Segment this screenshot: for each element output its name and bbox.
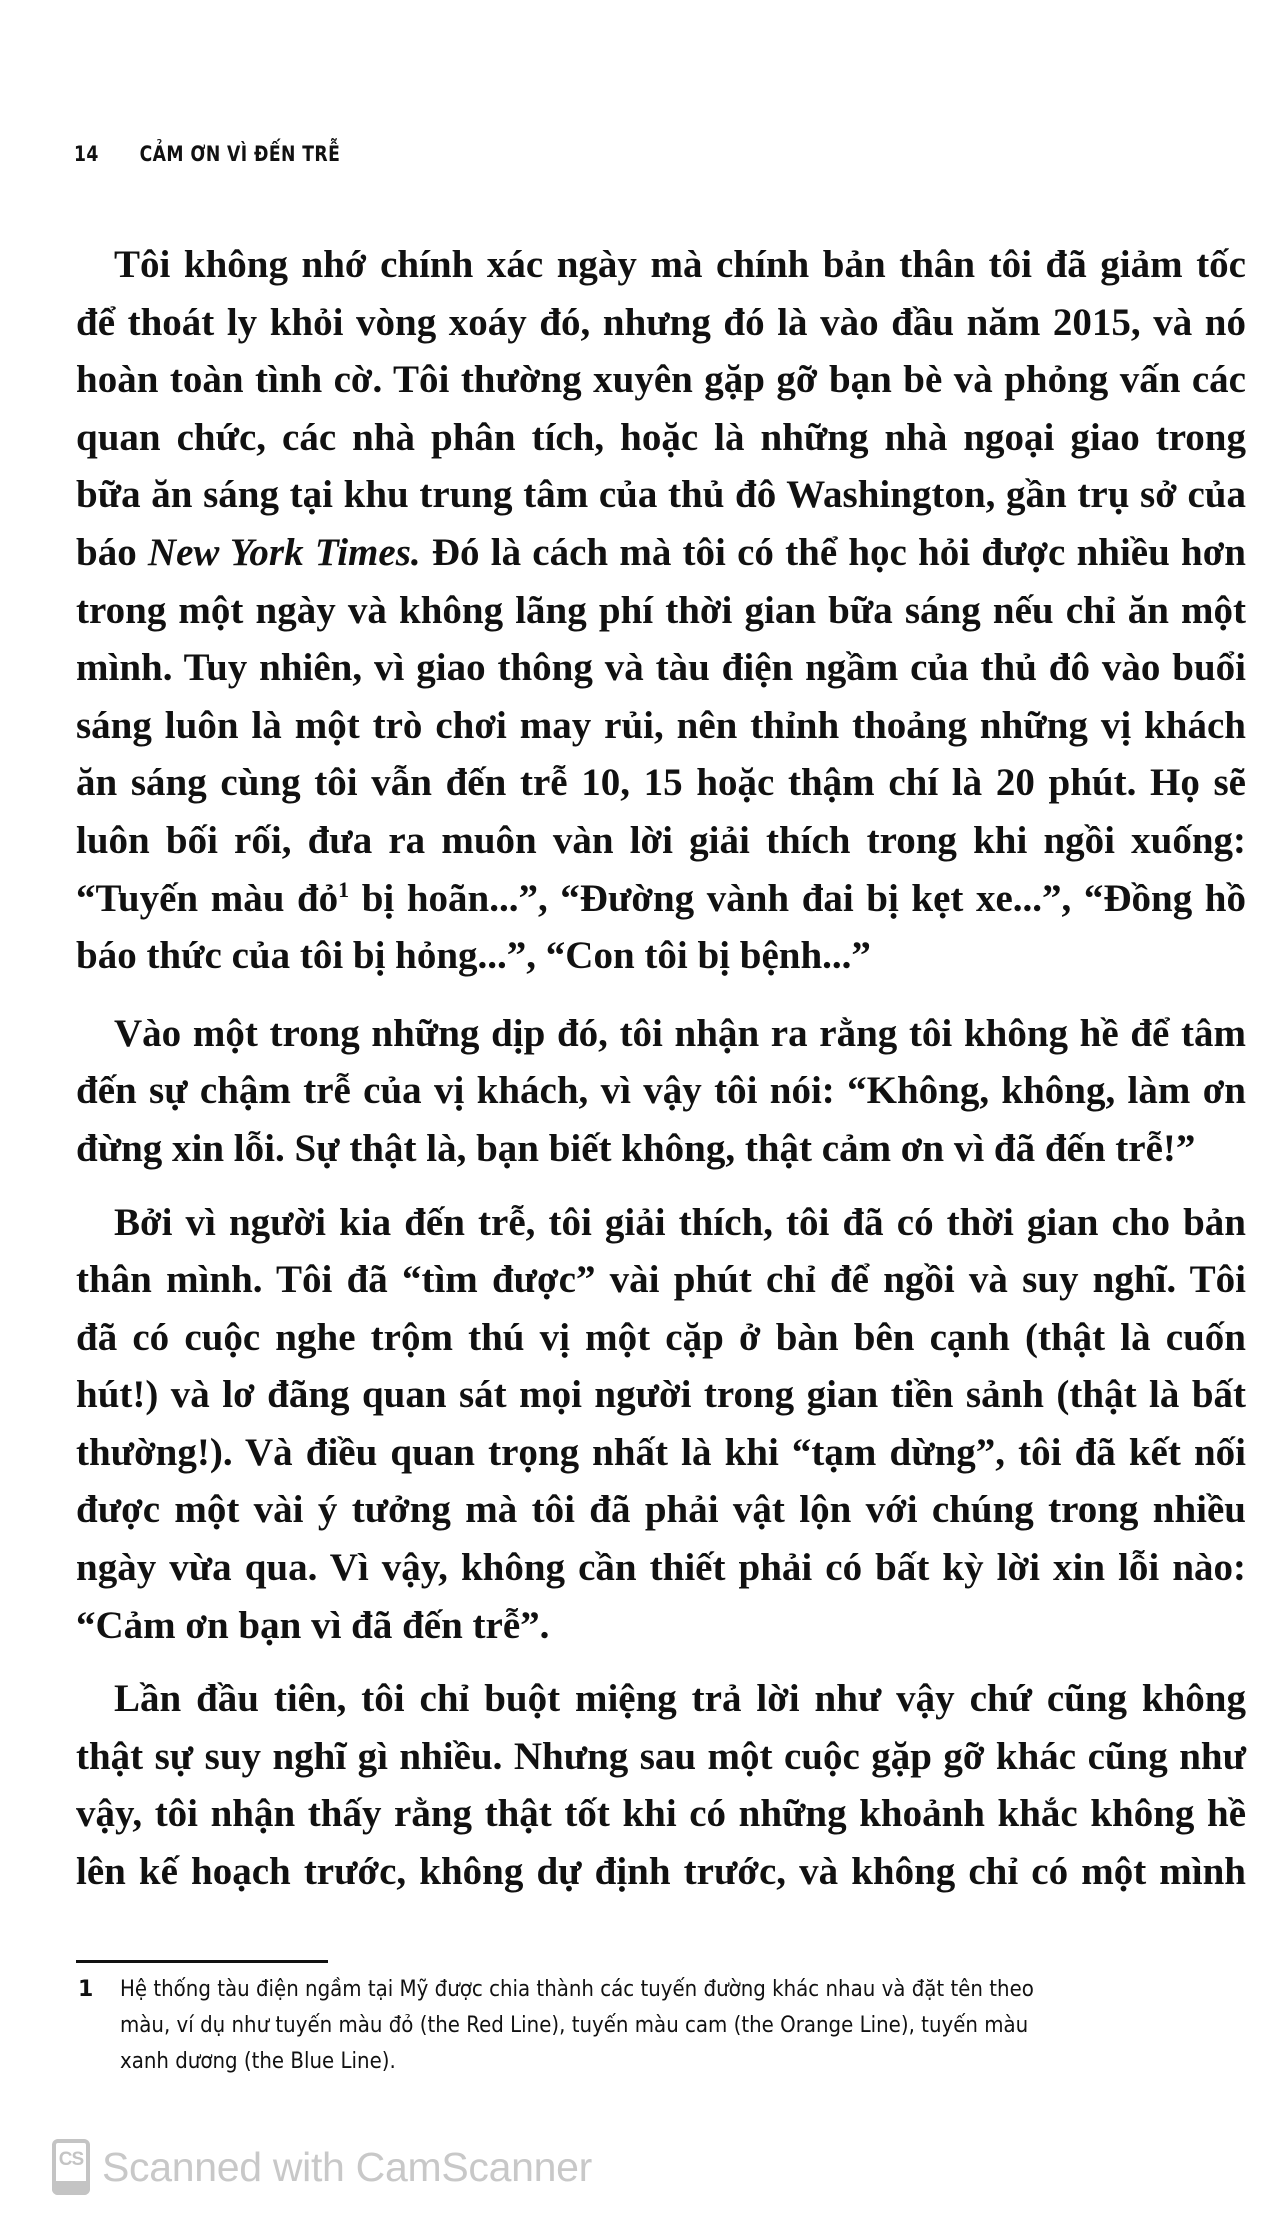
- text-line: [76, 870, 1246, 928]
- newspaper-name: New York Times.: [147, 530, 421, 574]
- logo-text: CS: [58, 2149, 84, 2170]
- camscanner-logo-icon: [52, 2139, 90, 2195]
- text-line: quan chức, các nhà phân tích, hoặc là những nhà ngoại giao trong: [76, 415, 1246, 459]
- text-line: đã có cuộc nghe trộm thú vị một cặp ở bàn bên cạnh (thật là cuốn: [76, 1315, 1246, 1359]
- text-line: đến sự chậm trễ của vị khách, vì vậy tôi nói: “Không, không, làm ơn: [76, 1069, 1246, 1113]
- text-line: luôn bối rối, đưa ra muôn vàn lời giải thích trong khi ngồi xuống:: [76, 818, 1246, 862]
- text-line: Lần đầu tiên, tôi chỉ buột miệng trả lời như vậy chứ cũng không: [114, 1677, 1246, 1721]
- watermark-text: Scanned with CamScanner: [102, 2143, 592, 2190]
- text-line: thân mình. Tôi đã “tìm được” vài phút chỉ để ngồi và suy nghĩ. Tôi: [76, 1258, 1246, 1302]
- camscanner-watermark: [52, 2138, 592, 2196]
- text-segment: báo: [76, 530, 148, 574]
- footnote-divider: [76, 1960, 328, 1963]
- logo-bar: [52, 2181, 90, 2195]
- text-line: hút!) và lơ đãng quan sát mọi người trong gian tiền sảnh (thật là bất: [76, 1373, 1246, 1417]
- text-segment: bị hoãn...”, “Đường vành đai bị kẹt xe...”, “Đồng hồ: [349, 876, 1246, 920]
- text-line: đừng xin lỗi. Sự thật là, bạn biết không, thật cảm ơn vì đã đến trễ!”: [76, 1126, 1196, 1170]
- text-line: để thoát ly khỏi vòng xoáy đó, nhưng đó là vào đầu năm 2015, và nó: [76, 300, 1246, 344]
- text-line: [76, 524, 1246, 582]
- paragraph: [76, 236, 1246, 985]
- chapter-title: CẢM ƠN VÌ ĐẾN TRỄ: [139, 142, 341, 166]
- footnote-number: 1: [78, 1977, 94, 2002]
- text-line: được một vài ý tưởng mà tôi đã phải vật lộn với chúng trong nhiều: [76, 1488, 1246, 1532]
- paragraph: [76, 1194, 1246, 1655]
- text-line: Bởi vì người kia đến trễ, tôi giải thích, tôi đã có thời gian cho bản: [114, 1200, 1246, 1244]
- text-line: bữa ăn sáng tại khu trung tâm của thủ đô Washington, gần trụ sở của: [76, 473, 1246, 517]
- text-segment: “Tuyến màu đỏ: [76, 876, 339, 920]
- text-line: ngày vừa qua. Vì vậy, không cần thiết phải có bất kỳ lời xin lỗi nào:: [76, 1546, 1246, 1590]
- text-line: thật sự suy nghĩ gì nhiều. Nhưng sau một cuộc gặp gỡ khác cũng như: [76, 1734, 1246, 1778]
- text-line: “Cảm ơn bạn vì đã đến trễ”.: [76, 1603, 550, 1647]
- text-line: trong một ngày và không lãng phí thời gian bữa sáng nếu chỉ ăn một: [76, 588, 1246, 632]
- text-line: vậy, tôi nhận thấy rằng thật tốt khi có những khoảnh khắc không hề: [76, 1792, 1246, 1836]
- footnote-line: Hệ thống tàu điện ngầm tại Mỹ được chia thành các tuyến đường khác nhau và đặt tên theo: [120, 1977, 1034, 2002]
- page-number: 14: [74, 142, 99, 166]
- footnote-text: [120, 1972, 1246, 2080]
- footnote-line: màu, ví dụ như tuyến màu đỏ (the Red Line), tuyến màu cam (the Orange Line), tuyến màu: [120, 2013, 1029, 2038]
- text-segment: Đó là cách mà tôi có thể học hỏi được nhiều hơn: [420, 530, 1246, 574]
- text-line: báo thức của tôi bị hỏng...”, “Con tôi bị bệnh...”: [76, 934, 871, 978]
- text-line: thường!). Và điều quan trọng nhất là khi “tạm dừng”, tôi đã kết nối: [76, 1430, 1246, 1474]
- text-line: ăn sáng cùng tôi vẫn đến trễ 10, 15 hoặc thậm chí là 20 phút. Họ sẽ: [76, 761, 1246, 805]
- footnote-reference: 1: [338, 876, 350, 902]
- text-line: mình. Tuy nhiên, vì giao thông và tàu điện ngầm của thủ đô vào buổi: [76, 646, 1246, 690]
- text-line: hoàn toàn tình cờ. Tôi thường xuyên gặp gỡ bạn bè và phỏng vấn các: [76, 358, 1246, 402]
- text-line: Tôi không nhớ chính xác ngày mà chính bản thân tôi đã giảm tốc: [114, 243, 1246, 286]
- text-line: Vào một trong những dịp đó, tôi nhận ra rằng tôi không hề để tâm: [114, 1011, 1246, 1055]
- text-line: lên kế hoạch trước, không dự định trước, và không chỉ có một mình: [76, 1850, 1246, 1894]
- text-line: sáng luôn là một trò chơi may rủi, nên thỉnh thoảng những vị khách: [76, 703, 1246, 747]
- footnote: [76, 1972, 1246, 2080]
- paragraph: [76, 1670, 1246, 1900]
- running-header: [74, 142, 340, 166]
- body-text: [76, 236, 1246, 1921]
- paragraph: [76, 1005, 1246, 1178]
- footnote-line: xanh dương (the Blue Line).: [120, 2049, 396, 2074]
